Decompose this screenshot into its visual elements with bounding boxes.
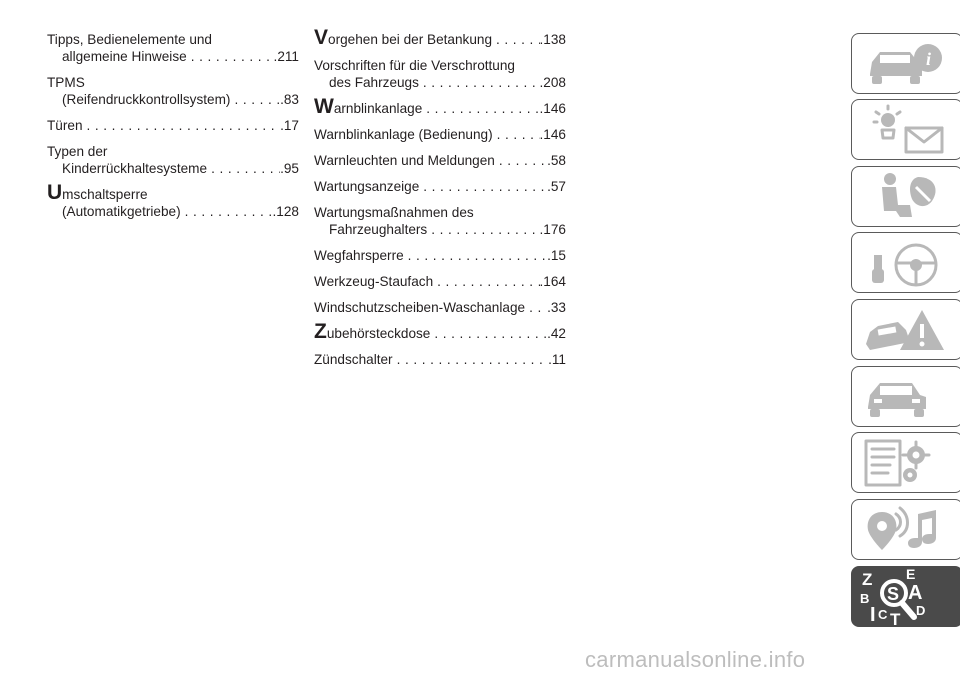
navigation-media-icon: [860, 504, 952, 556]
tab-warning-lights[interactable]: [851, 99, 960, 160]
page-number: .128: [272, 204, 299, 219]
entry-label: Warnblinkanlage (Bedienung): [314, 127, 493, 142]
index-entry: [47, 74, 299, 108]
index-letter: A: [908, 582, 923, 604]
entry-label: Türen: [47, 118, 83, 133]
index-entry: [314, 320, 566, 343]
entry-label: ubehörsteckdose: [326, 326, 431, 341]
index-entry: [314, 351, 566, 368]
leader-dots: [433, 273, 539, 290]
warning-light-message-icon: [860, 104, 952, 156]
index-entry: [47, 181, 299, 220]
tab-multimedia[interactable]: [851, 499, 960, 560]
index-entry: [47, 143, 299, 177]
car-info-icon: [860, 38, 952, 90]
leader-dots: [525, 299, 547, 316]
page-number: .208: [539, 75, 566, 90]
page-number: .95: [280, 161, 299, 176]
page-number: .138: [539, 32, 566, 47]
entry-label: Typen der: [47, 144, 108, 159]
index-column-left: [47, 31, 299, 229]
technical-data-gears-icon: [860, 437, 952, 489]
page-number: .42: [547, 326, 566, 341]
index-entry: [314, 152, 566, 169]
tab-safety[interactable]: [851, 166, 960, 227]
leader-dots: [404, 247, 547, 264]
car-breakdown-warning-icon: [860, 304, 952, 356]
section-initial: V: [314, 26, 329, 49]
leader-dots: [207, 160, 280, 177]
entry-label: orgehen bei der Betankung: [328, 32, 493, 47]
index-entry: [314, 95, 566, 118]
index-letter: T: [890, 610, 901, 625]
page-number: .15: [547, 248, 566, 263]
leader-dots: [427, 221, 539, 238]
entry-label-continuation: allgemeine Hinweise: [62, 49, 187, 64]
tab-maintenance[interactable]: [851, 366, 960, 427]
page-number: .176: [539, 222, 566, 237]
leader-dots: [492, 31, 540, 48]
entry-label-continuation: Fahrzeughalters: [329, 222, 428, 237]
entry-label: Werkzeug-Staufach: [314, 274, 434, 289]
leader-dots: [419, 74, 540, 91]
index-entry: [314, 299, 566, 316]
index-entry: [314, 178, 566, 195]
page-number: .146: [539, 101, 566, 116]
leader-dots: [393, 351, 549, 368]
page-number: .211: [273, 49, 299, 64]
entry-label: Tipps, Bedienelemente und: [47, 32, 212, 47]
leader-dots: [422, 100, 539, 117]
tab-emergency[interactable]: [851, 299, 960, 360]
page-number: .11: [548, 352, 566, 367]
seat-airbag-icon: [860, 171, 952, 223]
tab-car-info[interactable]: [851, 33, 960, 94]
tab-starting-driving[interactable]: [851, 232, 960, 293]
index-letter: B: [860, 591, 870, 606]
entry-label: Zündschalter: [314, 352, 393, 367]
leader-dots: [187, 48, 274, 65]
index-entry: [314, 273, 566, 290]
leader-dots: [419, 178, 547, 195]
entry-label: Wartungsanzeige: [314, 179, 420, 194]
key-steering-wheel-icon: [860, 237, 952, 289]
index-letter: Z: [862, 570, 873, 589]
index-entry: [314, 126, 566, 143]
alphabetical-index-icon: [856, 567, 948, 625]
page-number: .58: [547, 153, 566, 168]
entry-label-continuation: Kinderrückhaltesysteme: [62, 161, 208, 176]
page-number: .17: [280, 118, 299, 133]
section-initial: W: [314, 95, 334, 118]
index-letter: E: [906, 567, 916, 582]
tab-technical-data[interactable]: [851, 432, 960, 493]
page-number: .164: [539, 274, 566, 289]
svg-text:i: i: [926, 49, 932, 69]
entry-label: Wartungsmaßnahmen des: [314, 205, 474, 220]
entry-label-continuation: (Reifendruckkontrollsystem): [62, 92, 231, 107]
page-number: .33: [547, 300, 566, 315]
index-entry: [314, 204, 566, 238]
index-letter: I: [870, 604, 876, 625]
index-letter: C: [878, 607, 888, 622]
entry-label: Warnleuchten und Meldungen: [314, 153, 495, 168]
section-initial: U: [47, 181, 63, 204]
entry-label: TPMS: [47, 75, 85, 90]
index-entry: [47, 31, 299, 65]
entry-label: Wegfahrsperre: [314, 248, 404, 263]
page-number: .146: [539, 127, 566, 142]
index-entry: [314, 247, 566, 264]
leader-dots: [430, 325, 547, 342]
index-letter: D: [916, 603, 926, 618]
entry-label-continuation: (Automatikgetriebe): [62, 204, 181, 219]
leader-dots: [83, 117, 281, 134]
entry-label-continuation: des Fahrzeugs: [329, 75, 419, 90]
index-entry: [314, 57, 566, 91]
index-column-right: [314, 26, 566, 377]
section-initial: Z: [314, 320, 327, 343]
watermark: carmanualsonline.info: [585, 647, 806, 672]
leader-dots: [493, 126, 540, 143]
leader-dots: [495, 152, 547, 169]
entry-label: Vorschriften für die Verschrottung: [314, 58, 515, 73]
entry-label: mschaltsperre: [62, 187, 148, 202]
entry-label: arnblinkanlage: [333, 101, 423, 116]
car-service-icon: [860, 371, 952, 423]
page-number: .57: [547, 179, 566, 194]
tab-index[interactable]: [851, 566, 960, 627]
page-number: .83: [280, 92, 299, 107]
svg-text:S: S: [887, 584, 900, 604]
leader-dots: [181, 203, 273, 220]
entry-label: Windschutzscheiben-Waschanlage: [314, 300, 526, 315]
leader-dots: [230, 91, 280, 108]
index-entry: [314, 26, 566, 49]
index-entry: [47, 117, 299, 134]
